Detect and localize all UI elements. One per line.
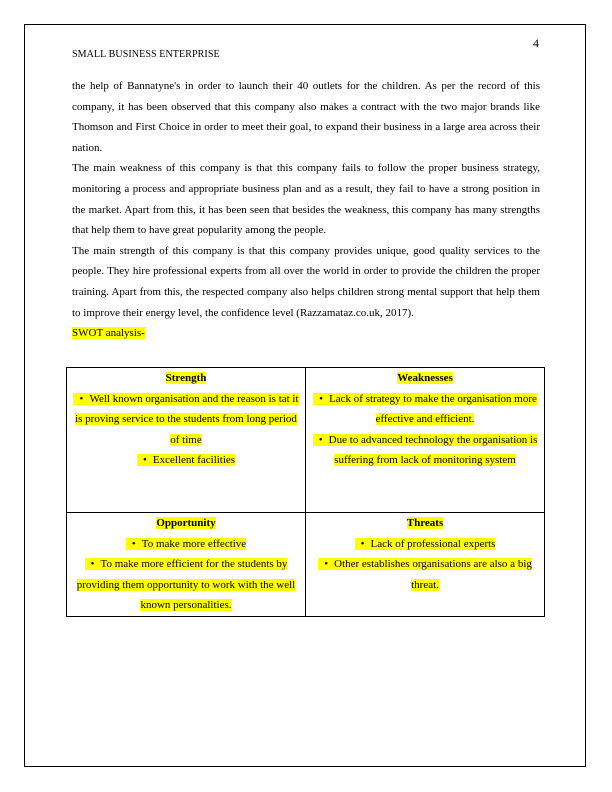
list-item: • Excellent facilities (73, 450, 299, 471)
paragraph-1: the help of Bannatyne's in order to launch their 40 outlets for the children. As per the record of this company, it has been observed that this company also makes a contract with the two major brands like Thomson and First Choice in order to meet their goal, to expand their business in a large area across their nation. (72, 80, 540, 154)
swot-heading: SWOT analysis- (72, 327, 145, 340)
paragraph-2: The main weakness of this company is that this company fails to follow the proper business strategy, monitoring a process and appropriate business plan and as a result, they fail to have a strong position in the market. Apart from this, it has been seen that besides the weakness, this company has many strengths that help them to have great popularity among the people. (72, 162, 540, 237)
strength-cell (67, 368, 306, 513)
list-item: • Due to advanced technology the organisation is suffering from lack of monitoring system (312, 430, 538, 471)
weaknesses-title: Weaknesses (397, 372, 453, 384)
list-item: • To make more effective (73, 534, 299, 555)
bullet-icon: • (360, 537, 365, 550)
list-item: • To make more efficient for the students by providing them opportunity to work with the well known personalities. (73, 554, 299, 616)
bullet-icon: • (324, 558, 329, 571)
list-item: • Lack of professional experts (312, 534, 538, 555)
swot-table (66, 367, 545, 617)
list-item: • Well known organisation and the reason is tat it is proving service to the students from long period of time (73, 389, 299, 451)
opportunity-cell (67, 513, 306, 617)
opportunity-list (73, 534, 299, 616)
strength-title: Strength (165, 372, 207, 384)
bullet-icon: • (90, 558, 95, 571)
page-number: 4 (533, 36, 539, 50)
opportunity-title: Opportunity (156, 517, 216, 529)
threats-list (312, 534, 538, 596)
bullet-icon: • (79, 392, 84, 405)
strength-list (73, 389, 299, 471)
bullet-icon: • (142, 454, 147, 467)
body-text (72, 76, 540, 344)
threats-cell (306, 513, 545, 617)
running-head: SMALL BUSINESS ENTERPRISE (72, 49, 220, 60)
threats-title: Threats (406, 517, 444, 529)
bullet-icon: • (131, 537, 136, 550)
bullet-icon: • (319, 392, 323, 405)
bullet-icon: • (318, 433, 323, 446)
list-item: • Other establishes organisations are also a big threat. (312, 554, 538, 595)
paragraph-3: The main strength of this company is that this company provides unique, good quality services to the people. They hire professional experts from all over the world in order to provide the children the proper training. Apart from this, the respected company also helps children strong mental support that help them to improve their energy level, the confidence level (Razzamataz.co.uk, 2017). (72, 244, 540, 319)
list-item: • Lack of strategy to make the organisation more effective and efficient. (312, 389, 538, 430)
weaknesses-list (312, 389, 538, 471)
weaknesses-cell (306, 368, 545, 513)
